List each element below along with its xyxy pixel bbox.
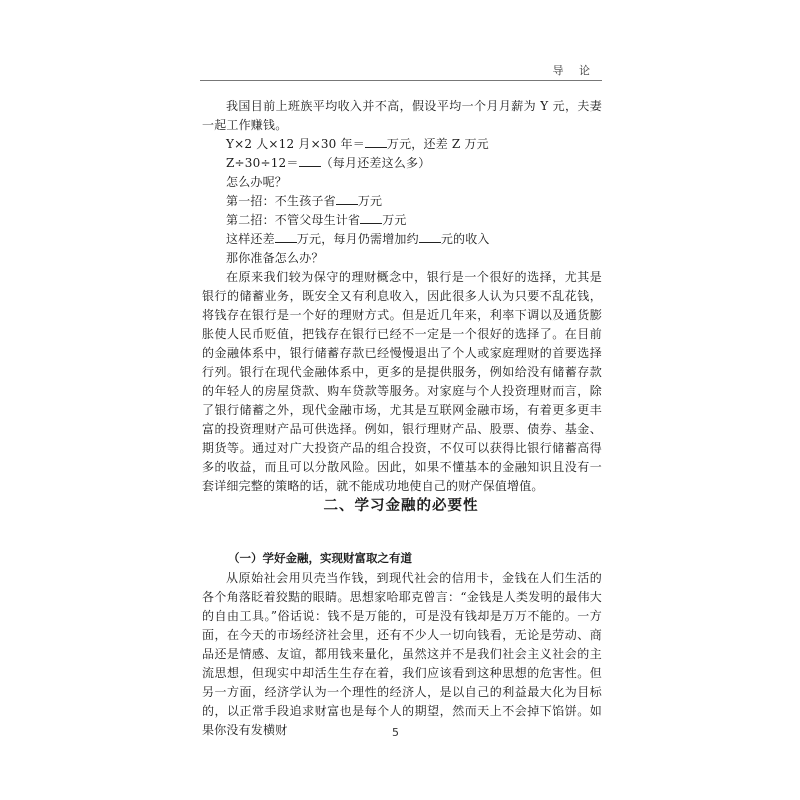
answer-blank [299, 155, 321, 167]
answer-blank [275, 231, 297, 243]
subsection-title: （一）学好金融，实现财富取之有道 [228, 551, 412, 565]
upper-text-block [202, 97, 602, 496]
section-title: 二、学习金融的必要性 [323, 498, 479, 514]
running-head: 导 论 [552, 64, 596, 77]
calc-line-1: Y×2 人×12 月×30 年＝ 万元，还差 Z 万元 [226, 137, 489, 151]
header-rule [200, 80, 602, 81]
calc-line-7: 那你准备怎么办？ [226, 251, 324, 265]
answer-blank [419, 231, 441, 243]
answer-blank [365, 136, 387, 148]
calc-line-2: Z÷30÷12＝ （每月还差这么多） [226, 156, 431, 170]
calc-line-5: 第二招：不管父母生计省 万元 [226, 213, 407, 227]
intro-paragraph: 我国目前上班族平均收入并不高，假设平均一个月月薪为 Y 元，夫妻一起工作赚钱。 [202, 99, 602, 132]
answer-blank [360, 212, 382, 224]
calc-line-6: 这样还差 万元，每月仍需增加约 元的收入 [226, 232, 490, 246]
page-number: 5 [392, 726, 399, 739]
bank-paragraph: 在原来我们较为保守的理财概念中，银行是一个很好的选择，尤其是银行的储蓄业务，既安全又有利息收入，因此很多人认为只要不乱花钱，将钱存在银行是一个好的理财方式。但是近几年来，利率下调以及通货膨胀使人民币贬值，把钱存在银行已经不一定是一个很好的选择了。在目前的金融体系中，银行储蓄存款已经慢慢退出了个人或家庭理财的首要选择行列。银行在现代金融体系中，更多的是提供服务，例如给没有储蓄存款的年轻人的房屋贷款、购车贷款等服务。对家庭与个人投资理财而言，除了银行储蓄之外，现代金融市场，尤其是互联网金融市场，有着更多更丰富的投资理财产品可供选择。例如，银行理财产品、股票、债券、基金、期货等。通过对广大投资产品的组合投资，不仅可以获得比银行储蓄高得多的收益，而且可以分散风险。因此，如果不懂基本的金融知识且没有一套详细完整的策略的话，就不能成功地使自己的财产保值增值。 [202, 270, 602, 493]
answer-blank [336, 193, 358, 205]
money-paragraph: 从原始社会用贝壳当作钱，到现代社会的信用卡，金钱在人们生活的各个角落眨着狡黠的眼睛。思想家哈耶克曾言：“金钱是人类发明的最伟大的自由工具。”俗话说：钱不是万能的，可是没有钱却是万万不能的。一方面，在今天的市场经济社会里，还有不少人一切向钱看，无论是劳动、商品还是情感、友谊，都用钱来量化，虽然这并不是我们社会主义社会的主流思想，但现实中却活生生存在着，我们应该看到这种思想的危害性。但另一方面，经济学认为一个理性的经济人，是以自己的利益最大化为目标的，以正常手段追求财富也是每个人的期望，然而天上不会掉下馅饼。如果你没有发横财 [202, 571, 602, 737]
calc-line-3: 怎么办呢？ [226, 175, 288, 189]
calc-line-4: 第一招：不生孩子省 万元 [226, 194, 383, 208]
lower-text-block [202, 569, 602, 740]
